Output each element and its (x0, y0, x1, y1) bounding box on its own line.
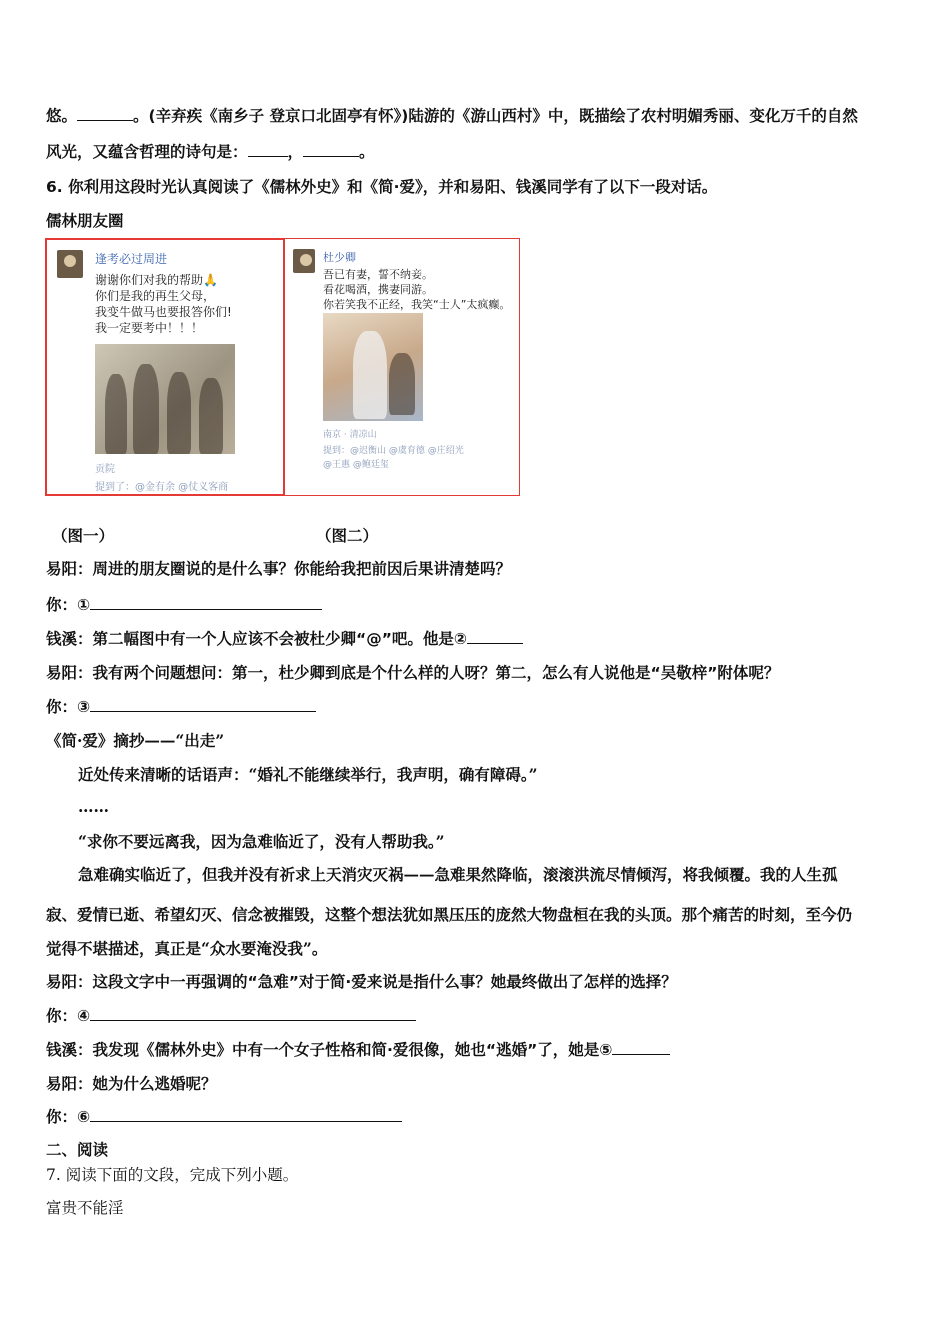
dialogue-you-2: 你：③ (46, 695, 316, 717)
moments-post-dushaoqing (284, 238, 520, 496)
post-tags: 提到：@迟衡山 @虞育德 @庄绍光 (323, 446, 464, 456)
post-text: 吾已有妻，誓不纳妾。 看花喝酒，携妻同游。 你若笑我不正经，我笑“士人”太疯癫。 (323, 268, 511, 311)
answer-blank[interactable] (90, 1006, 416, 1021)
excerpt-para-2: “求你不要远离我，因为急难临近了，没有人帮助我。” (78, 832, 445, 851)
moments-title: 儒林朋友圈 (46, 212, 124, 230)
answer-blank[interactable] (90, 1107, 402, 1122)
excerpt-para-1: 近处传来清晰的话语声：“婚礼不能继续举行，我声明，确有障碍。” (78, 765, 538, 784)
excerpt-para-3a: 急难确实临近了，但我并没有祈求上天消灾灭祸——急难果然降临，滚滚洪流尽情倾泻，将我倾覆。我的人生孤 (78, 865, 838, 884)
question-6: 6. 你利用这段时光认真阅读了《儒林外史》和《简·爱》，并和易阳、钱溪同学有了以下一段对话。 (46, 178, 718, 196)
poem-line-2 (46, 140, 375, 162)
section-2-heading: 二、阅读 (46, 1141, 109, 1159)
post-location: 南京 · 清凉山 (323, 430, 377, 440)
moments-post-zhoujin (45, 238, 285, 496)
essay-title: 富贵不能淫 (46, 1199, 124, 1217)
poem-comma: ， (287, 143, 304, 161)
poem-text-b: 。(辛弃疾《南乡子 登京口北固亭有怀》)陆游的《游山西村》中，既描绘了农村明媚秀丽、变化万千的自然 (133, 107, 858, 125)
question-7: 7. 阅读下面的文段，完成下列小题。 (46, 1166, 299, 1184)
answer-blank[interactable] (303, 142, 359, 157)
excerpt-para-3c: 觉得不堪描述，真正是“众水要淹没我”。 (46, 939, 328, 958)
answer-blank[interactable] (612, 1040, 670, 1055)
answer-blank[interactable] (248, 142, 288, 157)
answer-blank[interactable] (467, 629, 523, 644)
dialogue-you-1: 你：① (46, 593, 322, 615)
dialogue-yiyang-1: 易阳：周进的朋友圈说的是什么事？你能给我把前因后果讲清楚吗？ (46, 560, 512, 578)
dialogue-yiyang-3: 易阳：这段文字中一再强调的“急难”对于简·爱来说是指什么事？她最终做出了怎样的选择？ (46, 973, 677, 991)
dialogue-yiyang-4: 易阳：她为什么逃婚呢？ (46, 1075, 217, 1093)
poem-text-a: 悠。 (46, 107, 78, 125)
post-location: 贡院 (95, 464, 115, 475)
excerpt-title: 《简·爱》摘抄——“出走” (46, 731, 225, 750)
post-username: 逢考必过周进 (95, 252, 168, 266)
dialogue-qianxi-2: 钱溪：我发现《儒林外史》中有一个女子性格和简·爱很像，她也“逃婚”了，她是⑤ (46, 1038, 670, 1060)
excerpt-para-3b: 寂、爱情已逝、希望幻灭、信念被摧毁，这整个想法犹如黑压压的庞然大物盘桓在我的头顶。那个痛苦的时刻，至今仍 (46, 905, 853, 924)
dialogue-you-3: 你：④ (46, 1004, 416, 1026)
figure-1-caption: （图一） (52, 527, 115, 545)
answer-blank[interactable] (77, 106, 133, 121)
post-text: 谢谢你们对我的帮助🙏 你们是我的再生父母， 我变牛做马也要报答你们! 我一定要考中！！！ (95, 273, 232, 335)
avatar (57, 250, 83, 278)
post-tags: @王惠 @鲍廷玺 (323, 460, 389, 470)
post-image (323, 313, 423, 421)
dialogue-qianxi-1: 钱溪：第二幅图中有一个人应该不会被杜少卿“@”吧。他是② (46, 627, 523, 649)
figure-2-caption: （图二） (316, 527, 379, 545)
excerpt-ellipsis: …… (78, 797, 109, 816)
poem-line-1 (46, 104, 858, 126)
dialogue-you-4: 你：⑥ (46, 1105, 402, 1127)
post-tags: 提到了：@金有余 @仗义客商 (95, 482, 229, 493)
poem-period: 。 (359, 143, 375, 161)
post-username: 杜少卿 (323, 251, 356, 264)
post-image (95, 344, 235, 454)
dialogue-yiyang-2: 易阳：我有两个问题想问：第一，杜少卿到底是个什么样的人呀？第二，怎么有人说他是“吴敬梓”附体呢？ (46, 664, 780, 682)
poem-text-c: 风光，又蕴含哲理的诗句是： (46, 143, 248, 161)
answer-blank[interactable] (90, 697, 316, 712)
answer-blank[interactable] (90, 595, 322, 610)
avatar (293, 249, 315, 273)
